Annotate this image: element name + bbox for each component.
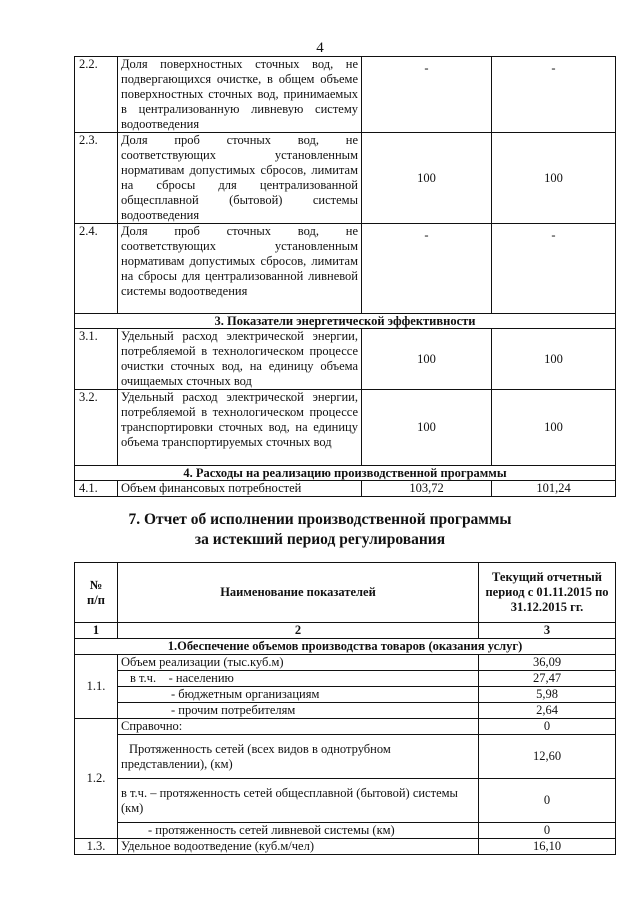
table-row xyxy=(75,839,616,855)
value-cell: 100 xyxy=(492,390,616,466)
indicator-name: Справочно: xyxy=(118,719,479,735)
section-header-row xyxy=(75,639,616,655)
header-name: Наименование показателей xyxy=(118,563,479,623)
value-cell: 5,98 xyxy=(479,687,616,703)
value-cell: 100 xyxy=(362,390,492,466)
row-number: 2.3. xyxy=(75,133,118,224)
section-heading: 4. Расходы на реализацию производственной программы xyxy=(75,466,616,481)
value-cell: - xyxy=(362,57,492,133)
section-title-line: за истекший период регулирования xyxy=(194,531,446,548)
row-number: 3.2. xyxy=(75,390,118,466)
column-number: 3 xyxy=(479,623,616,639)
table-row xyxy=(75,481,616,497)
section-header-row xyxy=(75,314,616,329)
indicators-table xyxy=(74,56,616,497)
value-cell: - xyxy=(492,224,616,314)
table-row xyxy=(75,133,616,224)
value-cell: - xyxy=(492,57,616,133)
indicator-name: Объем реализации (тыс.куб.м) xyxy=(118,655,479,671)
table-row xyxy=(75,224,616,314)
value-cell: 2,64 xyxy=(479,703,616,719)
indicator-name: - прочим потребителям xyxy=(118,703,479,719)
row-number: 4.1. xyxy=(75,481,118,497)
row-number: 1.1. xyxy=(75,655,118,719)
column-number: 2 xyxy=(118,623,479,639)
value-cell: 100 xyxy=(362,329,492,390)
column-number: 1 xyxy=(75,623,118,639)
row-number: 2.4. xyxy=(75,224,118,314)
header-row xyxy=(75,563,616,623)
table-row xyxy=(75,779,616,823)
value-cell: 27,47 xyxy=(479,671,616,687)
value-cell: 100 xyxy=(492,133,616,224)
section-title xyxy=(0,510,640,550)
value-cell: 100 xyxy=(492,329,616,390)
indicator-name: Доля проб сточных вод, не соответствующих установленным нормативам допустимых сбросов, лимитам на сбросы для централизованной ливневой системы водоотведения xyxy=(118,224,362,314)
indicator-name: в т.ч. - населению xyxy=(118,671,479,687)
header-period: Текущий отчетный период с 01.11.2015 по 31.12.2015 гг. xyxy=(479,563,616,623)
table-row xyxy=(75,719,616,735)
table-row xyxy=(75,329,616,390)
value-cell: 0 xyxy=(479,779,616,823)
report-table xyxy=(74,562,616,855)
indicator-name: Протяженность сетей (всех видов в однотрубном представлении), (км) xyxy=(118,735,479,779)
value-cell: 12,60 xyxy=(479,735,616,779)
table-row xyxy=(75,390,616,466)
table-row xyxy=(75,823,616,839)
section-header-row xyxy=(75,466,616,481)
value-cell: 0 xyxy=(479,823,616,839)
indicator-name: - протяженность сетей ливневой системы (км) xyxy=(118,823,479,839)
value-cell: 100 xyxy=(362,133,492,224)
value-cell: 103,72 xyxy=(362,481,492,497)
value-cell: 36,09 xyxy=(479,655,616,671)
row-number: 1.2. xyxy=(75,719,118,839)
table-row xyxy=(75,735,616,779)
page-number: 4 xyxy=(316,40,324,56)
indicator-name: Удельное водоотведение (куб.м/чел) xyxy=(118,839,479,855)
row-number: 3.1. xyxy=(75,329,118,390)
value-cell: 101,24 xyxy=(492,481,616,497)
value-cell: 0 xyxy=(479,719,616,735)
column-numbers-row xyxy=(75,623,616,639)
table-row xyxy=(75,655,616,671)
value-cell: - xyxy=(362,224,492,314)
header-number: № п/п xyxy=(75,563,118,623)
table-row xyxy=(75,703,616,719)
section-heading: 1.Обеспечение объемов производства товаров (оказания услуг) xyxy=(75,639,616,655)
row-number: 1.3. xyxy=(75,839,118,855)
indicator-name: Доля поверхностных сточных вод, не подвергающихся очистке, в общем объеме поверхностных сточных вод, принимаемых в централизованную ливневую систему водоотведения xyxy=(118,57,362,133)
indicator-name: Удельный расход электрической энергии, потребляемой в технологическом процессе очистки сточных вод, на единицу объема очищаемых сточных вод xyxy=(118,329,362,390)
row-number: 2.2. xyxy=(75,57,118,133)
table-row xyxy=(75,671,616,687)
indicator-name: Доля проб сточных вод, не соответствующих установленным нормативам допустимых сбросов, лимитам на сбросы для централизованной общесплавной (бытовой) системы водоотведения xyxy=(118,133,362,224)
value-cell: 16,10 xyxy=(479,839,616,855)
indicator-name: - бюджетным организациям xyxy=(118,687,479,703)
indicator-name: Удельный расход электрической энергии, потребляемой в технологическом процессе транспортировки сточных вод, на единицу объема транспортируемых сточных вод xyxy=(118,390,362,466)
indicator-name: Объем финансовых потребностей xyxy=(118,481,362,497)
section-heading: 3. Показатели энергетической эффективности xyxy=(75,314,616,329)
indicator-name: в т.ч. – протяженность сетей общесплавной (бытовой) системы (км) xyxy=(118,779,479,823)
table-row xyxy=(75,57,616,133)
table-row xyxy=(75,687,616,703)
section-title-line: 7. Отчет об исполнении производственной программы xyxy=(128,511,512,528)
